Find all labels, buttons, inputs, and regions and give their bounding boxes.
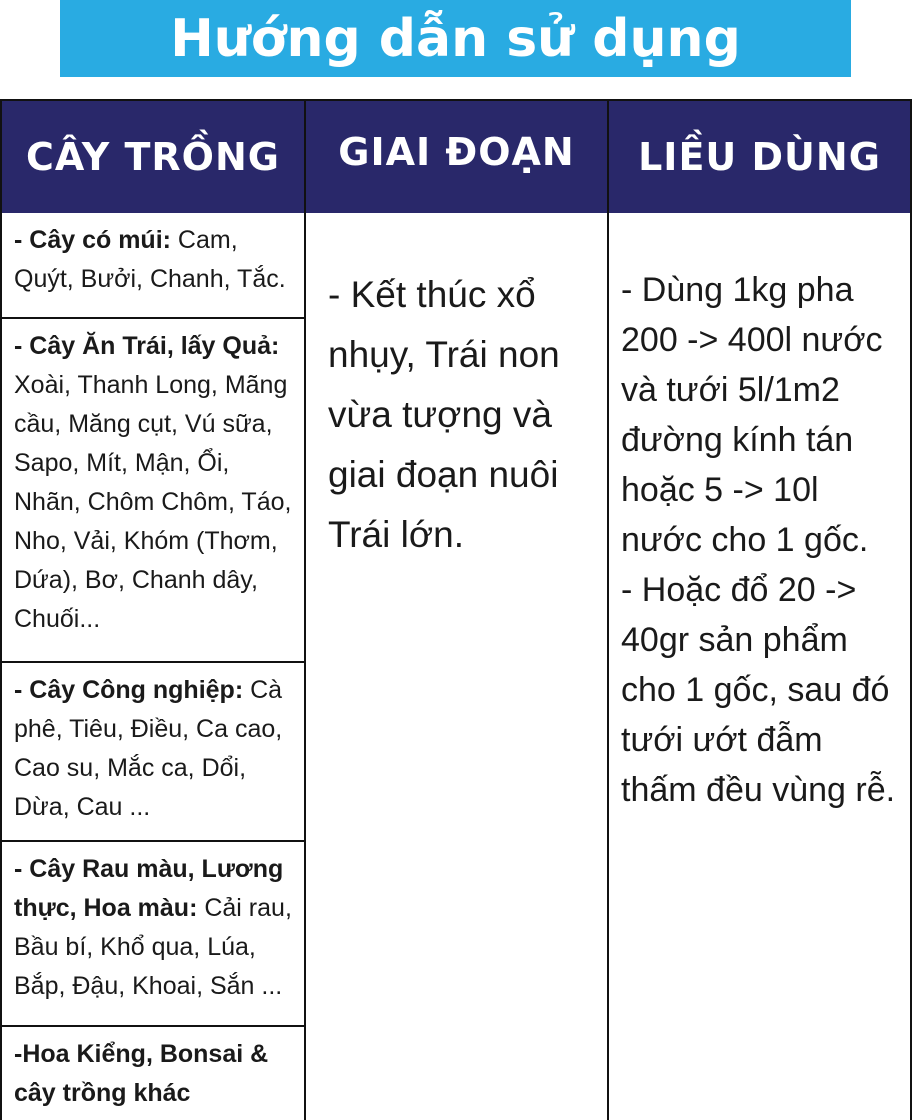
crop-label: -Hoa Kiểng, Bonsai & cây trồng khác	[14, 1040, 269, 1107]
crops-column	[2, 213, 306, 1120]
crop-label: - Cây Rau màu, Lương thực, Hoa màu:	[14, 855, 284, 922]
crop-cell-citrus	[2, 213, 304, 319]
crop-cell-fruit	[2, 319, 304, 663]
table-header-row	[2, 101, 910, 213]
dosage-line: - Hoặc đổ 20 -> 40gr sản phẩm cho 1 gốc, sau đó tưới ướt đẫm thấm đều vùng rễ.	[621, 571, 896, 809]
crop-cell-ornamental	[2, 1027, 304, 1120]
dosage-line: - Dùng 1kg pha 200 -> 400l nước và tưới 5l/1m2 đường kính tán hoặc 5 -> 10l nước cho 1 gốc.	[621, 271, 883, 559]
crop-label: - Cây có múi:	[14, 226, 171, 254]
crop-list: Cam, Quýt, Bưởi, Chanh, Tắc.	[14, 226, 286, 293]
header-crops: CÂY TRỒNG	[2, 101, 306, 213]
crop-label: - Cây Ăn Trái, lấy Quả:	[14, 332, 280, 360]
crop-list: Cải rau, Bầu bí, Khổ qua, Lúa, Bắp, Đậu, Khoai, Sắn ...	[14, 894, 292, 1000]
crop-label: - Cây Công nghiệp:	[14, 676, 244, 704]
crop-cell-industrial	[2, 663, 304, 842]
header-dosage: LIỀU DÙNG	[638, 135, 881, 179]
stage-cell: - Kết thúc xổ nhụy, Trái non vừa tượng và giai đoạn nuôi Trái lớn.	[306, 213, 609, 1120]
usage-table	[0, 99, 912, 1120]
crop-list: Xoài, Thanh Long, Mãng cầu, Măng cụt, Vú sữa, Sapo, Mít, Mận, Ổi, Nhãn, Chôm Chôm, Táo, Nho, Vải, Khóm (Thơm, Dứa), Bơ, Chanh dây, Chuối...	[14, 371, 292, 633]
page-title: Hướng dẫn sử dụng	[170, 8, 741, 69]
dosage-cell	[609, 213, 910, 1120]
title-banner	[60, 0, 851, 77]
crop-cell-vegetables	[2, 842, 304, 1027]
header-stage: GIAI ĐOẠN	[306, 101, 609, 213]
crop-list: Cà phê, Tiêu, Điều, Ca cao, Cao su, Mắc ca, Dổi, Dừa, Cau ...	[14, 676, 283, 821]
